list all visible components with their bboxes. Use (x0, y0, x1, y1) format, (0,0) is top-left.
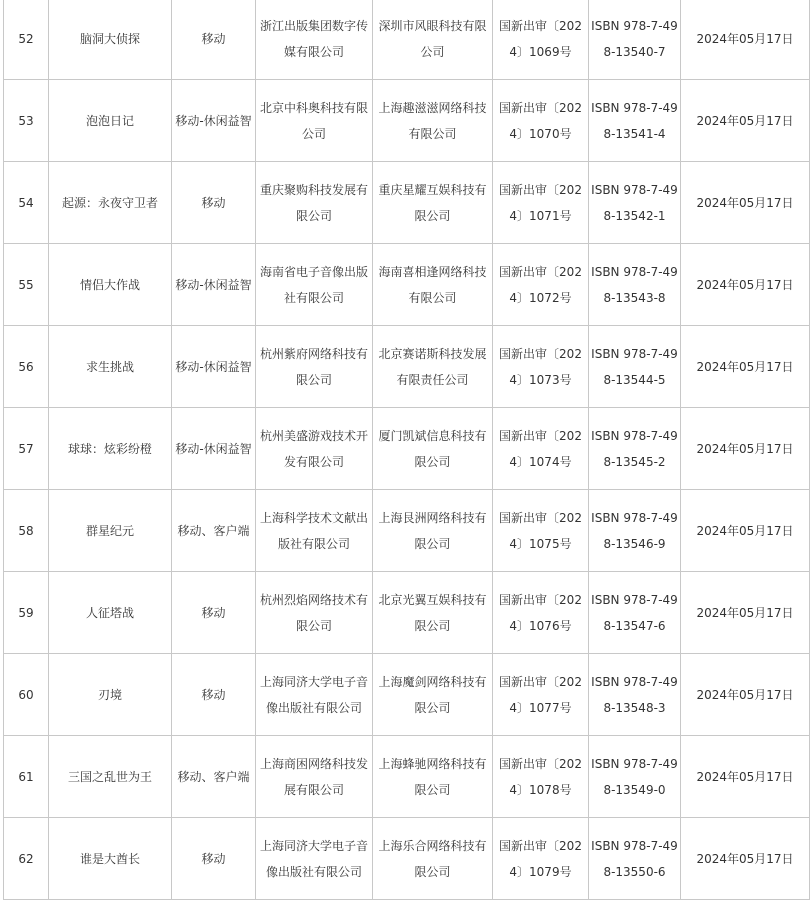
table-row (4, 490, 810, 572)
isbn-number: ISBN 978-7-498-13543-8 (589, 244, 681, 326)
game-name: 谁是大酋长 (49, 818, 172, 900)
table-row (4, 0, 810, 80)
publisher-name: 上海商困网络科技发展有限公司 (256, 736, 373, 818)
table-body (4, 0, 810, 900)
publisher-name: 杭州烈焰网络技术有限公司 (256, 572, 373, 654)
publisher-name: 海南省电子音像出版社有限公司 (256, 244, 373, 326)
isbn-number: ISBN 978-7-498-13545-2 (589, 408, 681, 490)
game-category: 移动、客户端 (172, 490, 256, 572)
approval-date: 2024年05月17日 (681, 736, 810, 818)
row-number: 58 (4, 490, 49, 572)
row-number: 55 (4, 244, 49, 326)
approval-number: 国新出审〔2024〕1069号 (493, 0, 589, 80)
isbn-number: ISBN 978-7-498-13544-5 (589, 326, 681, 408)
isbn-number: ISBN 978-7-498-13547-6 (589, 572, 681, 654)
publisher-name: 杭州紫府网络科技有限公司 (256, 326, 373, 408)
isbn-number: ISBN 978-7-498-13549-0 (589, 736, 681, 818)
isbn-number: ISBN 978-7-498-13541-4 (589, 80, 681, 162)
isbn-number: ISBN 978-7-498-13542-1 (589, 162, 681, 244)
publisher-name: 重庆聚购科技发展有限公司 (256, 162, 373, 244)
game-category: 移动 (172, 0, 256, 80)
approval-number: 国新出审〔2024〕1070号 (493, 80, 589, 162)
row-number: 54 (4, 162, 49, 244)
approval-number: 国新出审〔2024〕1075号 (493, 490, 589, 572)
operator-name: 上海魔剑网络科技有限公司 (373, 654, 493, 736)
game-name: 起源：永夜守卫者 (49, 162, 172, 244)
operator-name: 深圳市风眼科技有限公司 (373, 0, 493, 80)
operator-name: 重庆星耀互娱科技有限公司 (373, 162, 493, 244)
game-name: 三国之乱世为王 (49, 736, 172, 818)
table-row (4, 736, 810, 818)
game-name: 情侣大作战 (49, 244, 172, 326)
operator-name: 上海蜂驰网络科技有限公司 (373, 736, 493, 818)
table-row (4, 572, 810, 654)
operator-name: 厦门凯斌信息科技有限公司 (373, 408, 493, 490)
game-name: 求生挑战 (49, 326, 172, 408)
game-category: 移动-休闲益智 (172, 326, 256, 408)
operator-name: 上海乐合网络科技有限公司 (373, 818, 493, 900)
game-approval-table (3, 0, 810, 900)
game-name: 人征塔战 (49, 572, 172, 654)
publisher-name: 北京中科奥科技有限公司 (256, 80, 373, 162)
game-category: 移动 (172, 818, 256, 900)
table-row (4, 408, 810, 490)
operator-name: 北京光翼互娱科技有限公司 (373, 572, 493, 654)
row-number: 53 (4, 80, 49, 162)
publisher-name: 上海科学技术文献出版社有限公司 (256, 490, 373, 572)
approval-date: 2024年05月17日 (681, 572, 810, 654)
table-row (4, 326, 810, 408)
approval-number: 国新出审〔2024〕1074号 (493, 408, 589, 490)
approval-number: 国新出审〔2024〕1071号 (493, 162, 589, 244)
publisher-name: 上海同济大学电子音像出版社有限公司 (256, 818, 373, 900)
operator-name: 上海趣滋滋网络科技有限公司 (373, 80, 493, 162)
approval-date: 2024年05月17日 (681, 326, 810, 408)
isbn-number: ISBN 978-7-498-13546-9 (589, 490, 681, 572)
operator-name: 海南喜相逢网络科技有限公司 (373, 244, 493, 326)
approval-date: 2024年05月17日 (681, 490, 810, 572)
approval-number: 国新出审〔2024〕1072号 (493, 244, 589, 326)
row-number: 52 (4, 0, 49, 80)
approval-number: 国新出审〔2024〕1073号 (493, 326, 589, 408)
approval-date: 2024年05月17日 (681, 80, 810, 162)
game-name: 泡泡日记 (49, 80, 172, 162)
publisher-name: 杭州美盛游戏技术开发有限公司 (256, 408, 373, 490)
row-number: 61 (4, 736, 49, 818)
row-number: 59 (4, 572, 49, 654)
approval-number: 国新出审〔2024〕1078号 (493, 736, 589, 818)
approval-date: 2024年05月17日 (681, 408, 810, 490)
publisher-name: 上海同济大学电子音像出版社有限公司 (256, 654, 373, 736)
table-row (4, 244, 810, 326)
game-category: 移动-休闲益智 (172, 244, 256, 326)
approval-date: 2024年05月17日 (681, 0, 810, 80)
row-number: 56 (4, 326, 49, 408)
table-row (4, 818, 810, 900)
approval-date: 2024年05月17日 (681, 654, 810, 736)
publisher-name: 浙江出版集团数字传媒有限公司 (256, 0, 373, 80)
isbn-number: ISBN 978-7-498-13540-7 (589, 0, 681, 80)
table-row (4, 162, 810, 244)
game-category: 移动-休闲益智 (172, 80, 256, 162)
operator-name: 北京赛诺斯科技发展有限责任公司 (373, 326, 493, 408)
row-number: 62 (4, 818, 49, 900)
approval-number: 国新出审〔2024〕1079号 (493, 818, 589, 900)
game-category: 移动 (172, 572, 256, 654)
table-row (4, 654, 810, 736)
game-category: 移动 (172, 654, 256, 736)
isbn-number: ISBN 978-7-498-13550-6 (589, 818, 681, 900)
approval-number: 国新出审〔2024〕1076号 (493, 572, 589, 654)
approval-date: 2024年05月17日 (681, 162, 810, 244)
approval-date: 2024年05月17日 (681, 244, 810, 326)
approval-number: 国新出审〔2024〕1077号 (493, 654, 589, 736)
game-category: 移动 (172, 162, 256, 244)
game-category: 移动、客户端 (172, 736, 256, 818)
approval-date: 2024年05月17日 (681, 818, 810, 900)
isbn-number: ISBN 978-7-498-13548-3 (589, 654, 681, 736)
game-name: 群星纪元 (49, 490, 172, 572)
game-name: 刃境 (49, 654, 172, 736)
game-name: 球球：炫彩纷橙 (49, 408, 172, 490)
game-name: 脑洞大侦探 (49, 0, 172, 80)
game-category: 移动-休闲益智 (172, 408, 256, 490)
row-number: 60 (4, 654, 49, 736)
row-number: 57 (4, 408, 49, 490)
table-row (4, 80, 810, 162)
operator-name: 上海艮洲网络科技有限公司 (373, 490, 493, 572)
